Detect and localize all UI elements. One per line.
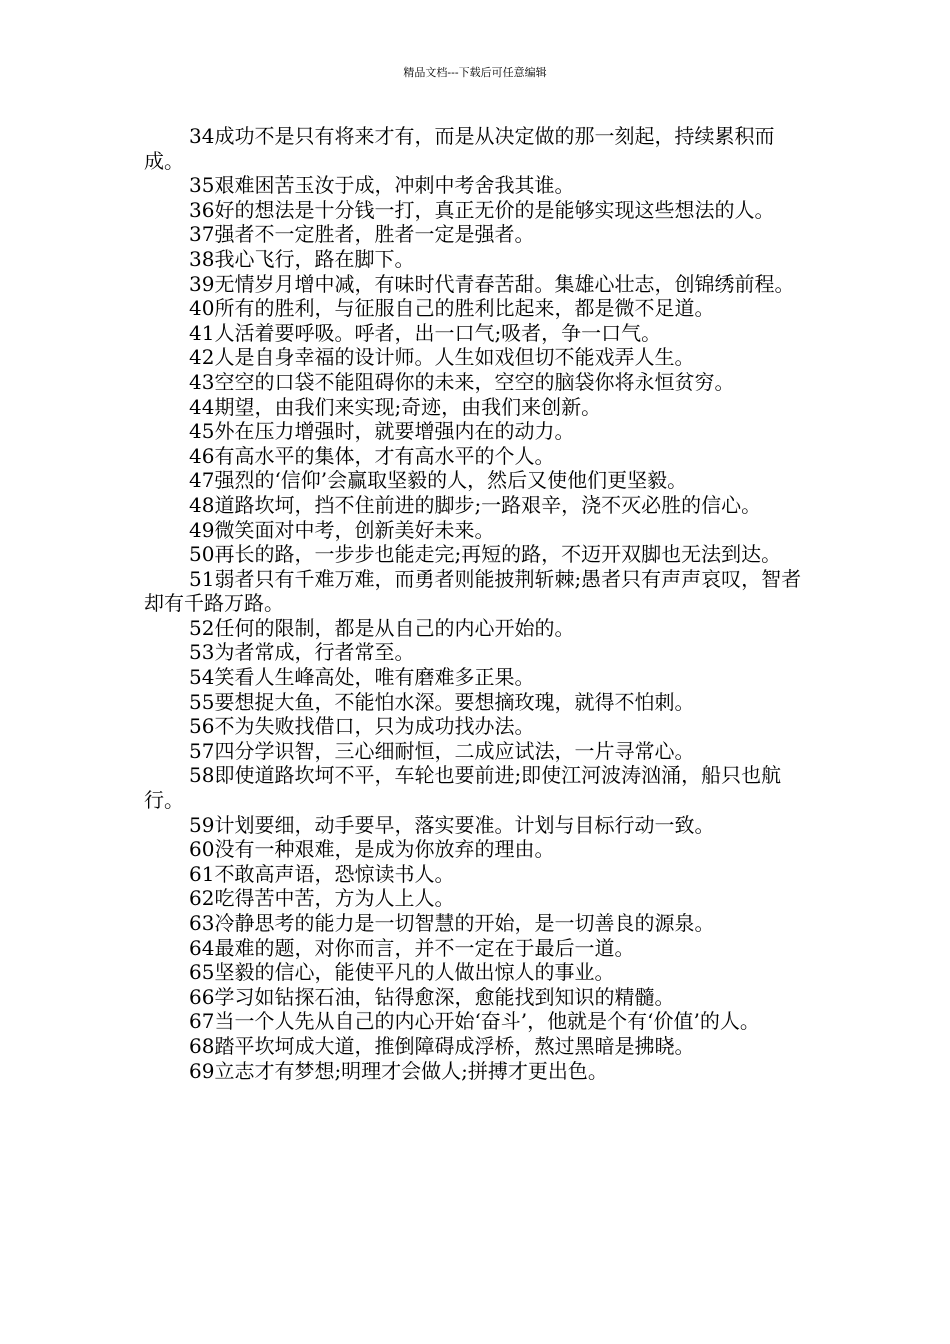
quote-item: 62吃得苦中苦，方为人上人。: [189, 886, 455, 911]
quote-item: 59计划要细，动手要早，落实要准。计划与目标行动一致。: [189, 812, 715, 837]
quote-item: 57四分学识智，三心细耐恒，二成应试法，一片寻常心。: [189, 738, 695, 763]
quote-item: 42人是自身幸福的设计师。人生如戏但切不能戏弄人生。: [189, 345, 695, 370]
quote-item: 55要想捉大鱼，不能怕水深。要想摘玫瑰，就得不怕刺。: [189, 689, 695, 714]
quote-item: 52任何的限制，都是从自己的内心开始的。: [189, 615, 575, 640]
quote-item: 48道路坎坷，挡不住前进的脚步;一路艰辛，浇不灭必胜的信心。: [189, 492, 762, 517]
quote-item: 41人活着要呼吸。呼者，出一口气;吸者，争一口气。: [189, 320, 662, 345]
quote-item: 49微笑面对中考，创新美好未来。: [189, 517, 495, 542]
quote-item: 35艰难困苦玉汝于成，冲刺中考舍我其谁。: [189, 173, 575, 198]
quote-item: 69立志才有梦想;明理才会做人;拼搏才更出色。: [189, 1058, 608, 1083]
quote-item: 64最难的题，对你而言，并不一定在于最后一道。: [189, 935, 635, 960]
quote-item: 67当一个人先从自己的内心开始‘奋斗’，他就是个有‘价值’的人。: [189, 1009, 760, 1034]
quote-item: 45外在压力增强时，就要增强内在的动力。: [189, 419, 575, 444]
quote-item: 40所有的胜利，与征服自己的胜利比起来，都是微不足道。: [189, 296, 715, 321]
quote-item: 39无情岁月增中减，有味时代青春苦甜。集雄心壮志，创锦绣前程。: [189, 271, 795, 296]
quote-item: 51弱者只有千难万难，而勇者则能披荆斩棘;愚者只有声声哀叹，智者却有千路万路。: [144, 566, 802, 616]
quote-item: 44期望，由我们来实现;奇迹，由我们来创新。: [189, 394, 602, 419]
quote-list: [144, 124, 810, 1083]
quote-item: 47强烈的‘信仰’会赢取坚毅的人，然后又使他们更坚毅。: [189, 468, 688, 493]
quote-item: 56不为失败找借口，只为成功找办法。: [189, 714, 535, 739]
quote-item: 61不敢高声语，恐惊读书人。: [189, 861, 455, 886]
quote-item: 58即使道路坎坷不平，车轮也要前进;即使江河波涛汹涌，船只也航行。: [144, 763, 782, 813]
quote-item: 34成功不是只有将来才有，而是从决定做的那一刻起，持续累积而成。: [144, 124, 775, 173]
quote-item: 63冷静思考的能力是一切智慧的开始，是一切善良的源泉。: [189, 911, 715, 935]
quote-item: 60没有一种艰难，是成为你放弃的理由。: [189, 837, 555, 862]
quote-item: 66学习如钻探石油，钻得愈深，愈能找到知识的精髓。: [189, 984, 675, 1009]
quote-item: 37强者不一定胜者，胜者一定是强者。: [189, 222, 535, 247]
quote-item: 43空空的口袋不能阻碍你的未来，空空的脑袋你将永恒贫穷。: [189, 369, 735, 394]
quote-item: 68踏平坎坷成大道，推倒障碍成浮桥，熬过黑暗是拂晓。: [189, 1033, 695, 1058]
quote-item: 53为者常成，行者常至。: [189, 640, 415, 665]
quote-item: 50再长的路，一步步也能走完;再短的路，不迈开双脚也无法到达。: [189, 542, 782, 567]
quote-item: 65坚毅的信心，能使平凡的人做出惊人的事业。: [189, 960, 615, 985]
quote-item: 36好的想法是十分钱一打，真正无价的是能够实现这些想法的人。: [189, 197, 775, 222]
quote-item: 38我心飞行，路在脚下。: [189, 246, 415, 271]
quote-item: 54笑看人生峰高处，唯有磨难多正果。: [189, 665, 535, 690]
page-header: 精品文档---下载后可任意编辑: [403, 66, 547, 79]
quote-item: 46有高水平的集体，才有高水平的个人。: [189, 443, 555, 468]
